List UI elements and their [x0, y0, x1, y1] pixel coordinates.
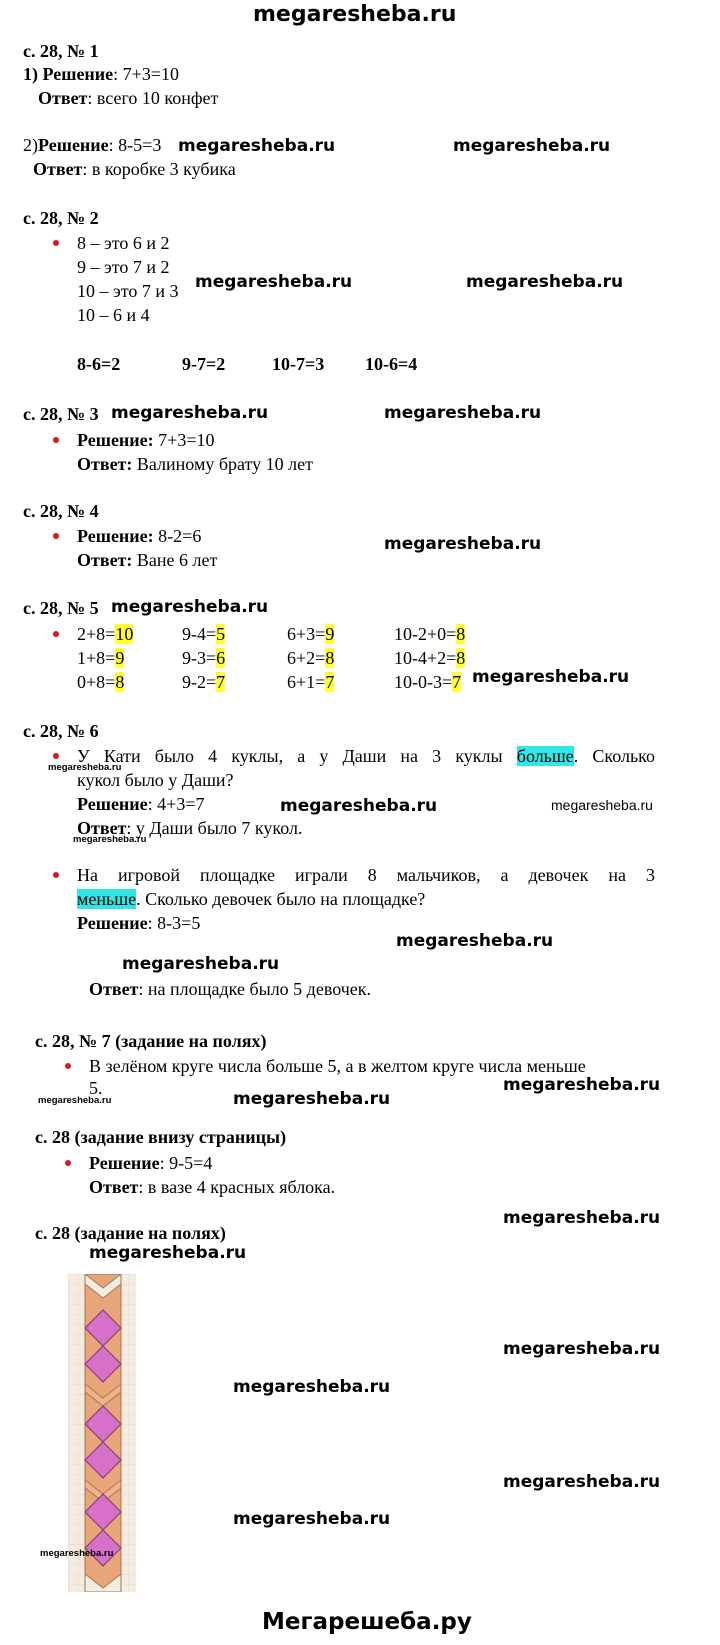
- s6-task2-solution: Решение: 8-3=5: [77, 913, 201, 933]
- watermark: megaresheba.ru: [233, 1509, 391, 1529]
- s6-task1-line2: кукол было у Даши?: [77, 770, 234, 790]
- watermark: megaresheba.ru: [551, 797, 653, 813]
- s6-task1-answer: Ответ: у Даши было 7 кукол.: [77, 818, 303, 838]
- s6-task2-answer: Ответ: на площадке было 5 девочек.: [89, 979, 372, 999]
- watermark: megaresheba.ru: [503, 1075, 661, 1095]
- s5-cell: 0+8=8: [77, 672, 125, 692]
- bullet-icon: [53, 437, 59, 443]
- s8-solution: Решение: 9-5=4: [89, 1153, 213, 1173]
- s5-cell: 10-2+0=8: [394, 624, 466, 644]
- s2-line: 8 – это 6 и 2: [77, 233, 170, 253]
- s4-answer: Ответ: Ване 6 лет: [77, 550, 218, 570]
- s7-line1: В зелёном круге числа больше 5, а в желтом круге числа меньше: [89, 1056, 586, 1076]
- watermark: megaresheba.ru: [280, 796, 438, 816]
- watermark: megaresheba.ru: [40, 1548, 114, 1559]
- section-9-title: с. 28 (задание на полях): [35, 1223, 226, 1243]
- bullet-icon: [53, 240, 59, 246]
- watermark: megaresheba.ru: [195, 272, 353, 292]
- footer-watermark: Мегарешеба.ру: [262, 1609, 472, 1635]
- s3-answer: Ответ: Валиному брату 10 лет: [77, 454, 313, 474]
- s5-cell: 10-4+2=8: [394, 648, 466, 668]
- watermark: megaresheba.ru: [111, 403, 269, 423]
- watermark: megaresheba.ru: [233, 1089, 391, 1109]
- watermark: megaresheba.ru: [453, 136, 611, 156]
- s5-cell: 6+2=8: [287, 648, 335, 668]
- s2-equation: 8-6=2: [77, 354, 121, 374]
- watermark: megaresheba.ru: [38, 1095, 112, 1106]
- watermark: megaresheba.ru: [466, 272, 624, 292]
- s3-solution: Решение: 7+3=10: [77, 430, 215, 450]
- s6-task2-line1: На игровой площадке играли 8 мальчиков, а девочек на 3: [77, 865, 655, 885]
- s4-solution: Решение: 8-2=6: [77, 526, 202, 546]
- s2-line: 9 – это 7 и 2: [77, 257, 170, 277]
- s6-task1-solution: Решение: 4+3=7: [77, 794, 205, 814]
- watermark: megaresheba.ru: [122, 954, 280, 974]
- header-watermark: megaresheba.ru: [253, 2, 457, 27]
- s1-part2-solution: 2)Решение: 8-5=3: [23, 135, 162, 155]
- watermark: megaresheba.ru: [48, 762, 122, 773]
- watermark: megaresheba.ru: [111, 597, 269, 617]
- bullet-icon: [53, 631, 59, 637]
- s6-task2-line2: меньше. Сколько девочек было на площадке?: [77, 889, 426, 909]
- s2-equation: 9-7=2: [182, 354, 226, 374]
- s1-part1-answer: Ответ: всего 10 конфет: [38, 88, 219, 108]
- watermark: megaresheba.ru: [178, 136, 336, 156]
- watermark: megaresheba.ru: [503, 1339, 661, 1359]
- s1-part1-solution: 1) Решение: 7+3=10: [23, 64, 179, 84]
- section-8-title: с. 28 (задание внизу страницы): [35, 1127, 287, 1147]
- section-2-title: с. 28, № 2: [23, 208, 99, 228]
- section-1-title: с. 28, № 1: [23, 41, 99, 61]
- bullet-icon: [53, 533, 59, 539]
- s7-line2: 5.: [89, 1078, 103, 1098]
- watermark: megaresheba.ru: [73, 834, 147, 845]
- s2-equation: 10-6=4: [365, 354, 418, 374]
- section-6-title: с. 28, № 6: [23, 721, 99, 741]
- bullet-icon: [65, 1063, 71, 1069]
- watermark: megaresheba.ru: [89, 1243, 247, 1263]
- s2-equation: 10-7=3: [272, 354, 325, 374]
- watermark: megaresheba.ru: [233, 1377, 391, 1397]
- s6-task1-line1: У Кати было 4 куклы, а у Даши на 3 куклы больше. Сколько: [77, 746, 656, 766]
- s5-cell: 6+3=9: [287, 624, 335, 644]
- watermark: megaresheba.ru: [384, 534, 542, 554]
- bullet-icon: [53, 872, 59, 878]
- pattern-strip-image: [68, 1274, 136, 1592]
- watermark: megaresheba.ru: [472, 667, 630, 687]
- s5-cell: 10-0-3=7: [394, 672, 462, 692]
- s8-answer: Ответ: в вазе 4 красных яблока.: [89, 1177, 336, 1197]
- s5-cell: 9-3=6: [182, 648, 226, 668]
- bullet-icon: [53, 753, 59, 759]
- s2-line: 10 – это 7 и 3: [77, 281, 179, 301]
- s1-part2-answer: Ответ: в коробке 3 кубика: [33, 159, 236, 179]
- section-7-title: с. 28, № 7 (задание на полях): [35, 1031, 267, 1051]
- s2-line: 10 – 6 и 4: [77, 305, 150, 325]
- watermark: megaresheba.ru: [503, 1472, 661, 1492]
- bullet-icon: [65, 1160, 71, 1166]
- section-5-title: с. 28, № 5: [23, 598, 99, 618]
- watermark: megaresheba.ru: [384, 403, 542, 423]
- s5-cell: 9-2=7: [182, 672, 226, 692]
- section-3-title: с. 28, № 3: [23, 404, 99, 424]
- watermark: megaresheba.ru: [503, 1208, 661, 1228]
- s5-cell: 2+8=10: [77, 624, 134, 644]
- s5-cell: 1+8=9: [77, 648, 125, 668]
- watermark: megaresheba.ru: [396, 931, 554, 951]
- s5-cell: 6+1=7: [287, 672, 335, 692]
- s5-cell: 9-4=5: [182, 624, 226, 644]
- section-4-title: с. 28, № 4: [23, 501, 99, 521]
